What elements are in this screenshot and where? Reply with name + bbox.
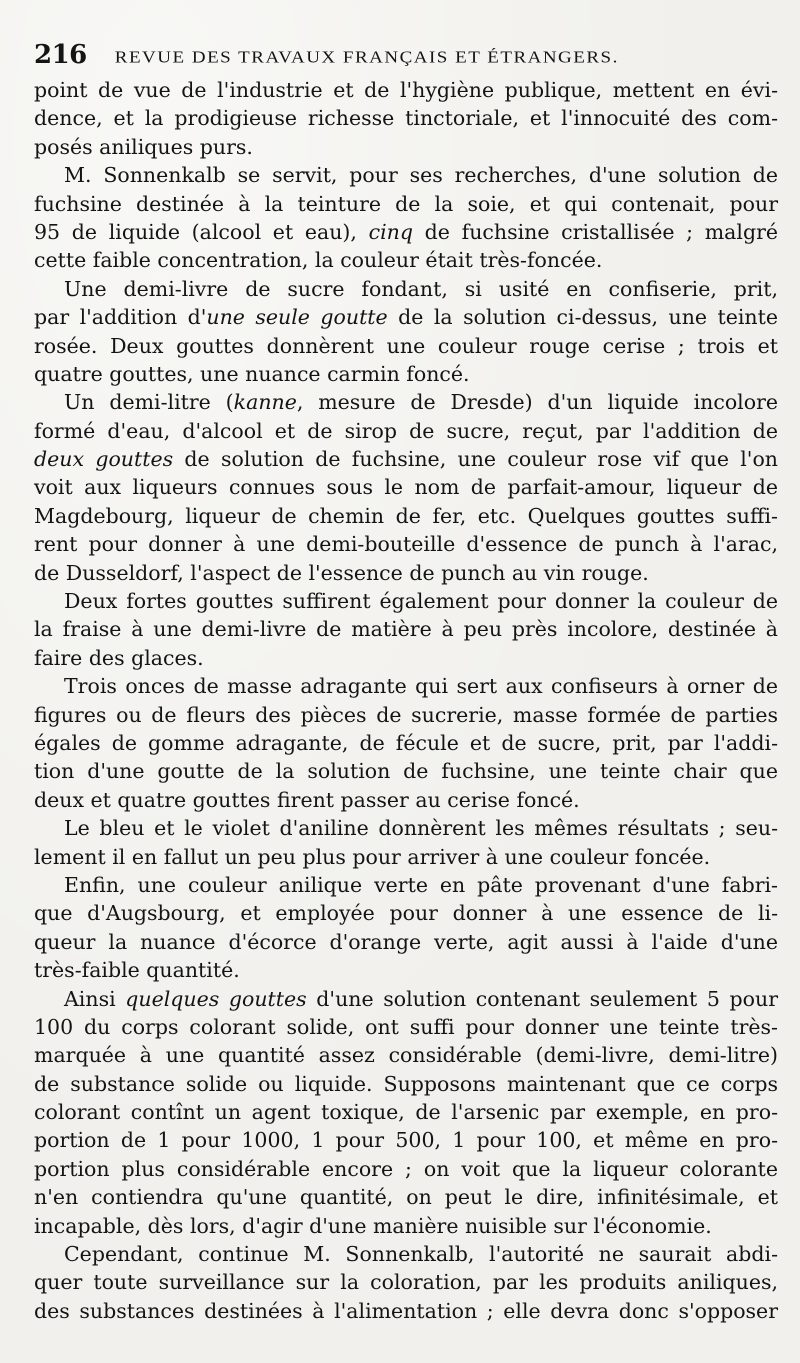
italic-run: cinq (368, 219, 413, 244)
text-run: de substance solide ou liquide. Supposons maintenant que ce corps (34, 1071, 778, 1096)
text-run: la fraise à une demi-livre de matière à peu près incolore, destinée à (34, 617, 778, 642)
text-line (34, 445, 778, 473)
text-run: cette faible concentration, la couleur était très-foncée. (34, 248, 603, 273)
paragraph (34, 814, 778, 871)
text-run: de la solution ci-dessus, une teinte (387, 305, 778, 330)
text-line (34, 161, 778, 189)
text-line (34, 530, 778, 558)
paragraph (34, 275, 778, 389)
text-run: voit aux liqueurs connues sous le nom de parfait-amour, liqueur de (34, 475, 778, 500)
text-run: d'une solution contenant seulement 5 pour (306, 986, 778, 1011)
text-run: Un demi-litre ( (64, 390, 234, 415)
text-line (34, 275, 778, 303)
paragraph (34, 587, 778, 672)
text-line (34, 360, 778, 388)
text-run: formé d'eau, d'alcool et de sirop de sucre, reçut, par l'addition de (34, 418, 778, 443)
text-line (34, 388, 778, 416)
text-run: Magdebourg, liqueur de chemin de fer, etc. Quelques gouttes suffi- (34, 503, 778, 528)
text-line (34, 190, 778, 218)
text-line (34, 1098, 778, 1126)
text-run: deux et quatre gouttes firent passer au cerise foncé. (34, 787, 580, 812)
text-run: Trois onces de masse adragante qui sert aux confiseurs à orner de (64, 674, 778, 699)
text-line (34, 559, 778, 587)
italic-run: une seule goutte (206, 305, 388, 330)
paragraph (34, 388, 778, 587)
text-line (34, 76, 778, 104)
paragraph (34, 161, 778, 275)
text-run: faire des glaces. (34, 645, 204, 670)
text-line (34, 871, 778, 899)
text-run: M. Sonnenkalb se servit, pour ses recherches, d'une solution de (64, 163, 778, 188)
text-run: très-faible quantité. (34, 958, 240, 983)
text-run: Cependant, continue M. Sonnenkalb, l'autorité ne saurait abdi- (64, 1242, 778, 1267)
text-line (34, 133, 778, 161)
running-title: REVUE DES TRAVAUX FRANÇAIS ET ÉTRANGERS. (114, 48, 619, 67)
text-line (34, 502, 778, 530)
text-run: fuchsine destinée à la teinture de la soie, et qui contenait, pour (34, 191, 778, 216)
text-line (34, 843, 778, 871)
text-run: point de vue de l'industrie et de l'hygiène publique, mettent en évi- (34, 78, 778, 102)
text-line (34, 104, 778, 132)
text-line (34, 1070, 778, 1098)
text-line (34, 615, 778, 643)
text-run: Ainsi (64, 986, 126, 1011)
text-run: que d'Augsbourg, et employée pour donner à une essence de li- (34, 901, 778, 926)
text-line (34, 218, 778, 246)
text-run: quer toute surveillance sur la coloration, par les produits aniliques, (34, 1270, 778, 1295)
text-line (34, 417, 778, 445)
text-run: 95 de liquide (alcool et eau), (34, 219, 369, 244)
text-line (34, 1240, 778, 1268)
text-line (34, 729, 778, 757)
text-line (34, 701, 778, 729)
text-line (34, 587, 778, 615)
text-line (34, 1013, 778, 1041)
text-run: portion plus considérable encore ; on voit que la liqueur colorante (34, 1156, 778, 1181)
text-line (34, 303, 778, 331)
text-line (34, 473, 778, 501)
text-line (34, 956, 778, 984)
text-line (34, 672, 778, 700)
page-number: 216 (34, 40, 87, 70)
text-run: dence, et la prodigieuse richesse tinctoriale, et l'innocuité des com- (34, 106, 778, 131)
text-line (34, 246, 778, 274)
text-run: Deux fortes gouttes suffirent également pour donner la couleur de (64, 589, 778, 614)
paragraph (34, 672, 778, 814)
text-run: tion d'une goutte de la solution de fuchsine, une teinte chair que (34, 759, 778, 784)
text-run: égales de gomme adragante, de fécule et de sucre, prit, par l'addi- (34, 730, 778, 755)
text-line (34, 1297, 778, 1325)
text-line (34, 814, 778, 842)
paragraph (34, 1240, 778, 1325)
text-run: , mesure de Dresde) d'un liquide incolore (296, 390, 778, 415)
text-line (34, 644, 778, 672)
body-text (34, 76, 778, 1325)
paragraph (34, 76, 778, 161)
text-run: queur la nuance d'écorce d'orange verte, agit aussi à l'aide d'une (34, 929, 778, 954)
text-line (34, 1041, 778, 1069)
text-run: quatre gouttes, une nuance carmin foncé. (34, 361, 470, 386)
text-line (34, 757, 778, 785)
italic-run: kanne (233, 390, 297, 415)
paragraph (34, 985, 778, 1241)
text-line (34, 899, 778, 927)
text-run: marquée à une quantité assez considérable (demi-livre, demi-litre) (34, 1043, 778, 1068)
text-run: 100 du corps colorant solide, ont suffi pour donner une teinte très- (34, 1014, 778, 1039)
text-run: rosée. Deux gouttes donnèrent une couleur rouge cerise ; trois et (34, 333, 778, 358)
text-run: de Dusseldorf, l'aspect de l'essence de punch au vin rouge. (34, 560, 649, 585)
text-run: colorant contînt un agent toxique, de l'arsenic par exemple, en pro- (34, 1100, 778, 1125)
text-run: des substances destinées à l'alimentation ; elle devra donc s'opposer (34, 1298, 778, 1323)
text-run: portion de 1 pour 1000, 1 pour 500, 1 pour 100, et même en pro- (34, 1128, 778, 1153)
italic-run: deux gouttes (34, 447, 174, 472)
italic-run: quelques gouttes (125, 986, 307, 1011)
text-run: n'en contiendra qu'une quantité, on peut le dire, infinitésimale, et (34, 1185, 778, 1210)
text-line (34, 1268, 778, 1296)
text-run: rent pour donner à une demi-bouteille d'essence de punch à l'arac, (34, 532, 778, 557)
text-line (34, 985, 778, 1013)
text-run: incapable, dès lors, d'agir d'une manière nuisible sur l'économie. (34, 1213, 712, 1238)
text-line (34, 1212, 778, 1240)
text-line (34, 928, 778, 956)
paragraph (34, 871, 778, 985)
text-run: Enfin, une couleur anilique verte en pâte provenant d'une fabri- (64, 872, 778, 897)
running-head (34, 40, 778, 70)
text-line (34, 786, 778, 814)
text-run: Le bleu et le violet d'aniline donnèrent les mêmes résultats ; seu- (64, 816, 778, 841)
text-line (34, 1126, 778, 1154)
text-line (34, 1155, 778, 1183)
text-run: de fuchsine cristallisée ; malgré (413, 219, 778, 244)
text-run: Une demi-livre de sucre fondant, si usité en confiserie, prit, (64, 276, 778, 301)
text-run: par l'addition d' (34, 305, 207, 330)
text-run: figures ou de fleurs des pièces de sucrerie, masse formée de parties (34, 702, 778, 727)
text-run: posés aniliques purs. (34, 134, 253, 159)
text-run: de solution de fuchsine, une couleur rose vif que l'on (173, 447, 778, 472)
text-run: lement il en fallut un peu plus pour arriver à une couleur foncée. (34, 844, 711, 869)
text-line (34, 1183, 778, 1211)
text-line (34, 332, 778, 360)
